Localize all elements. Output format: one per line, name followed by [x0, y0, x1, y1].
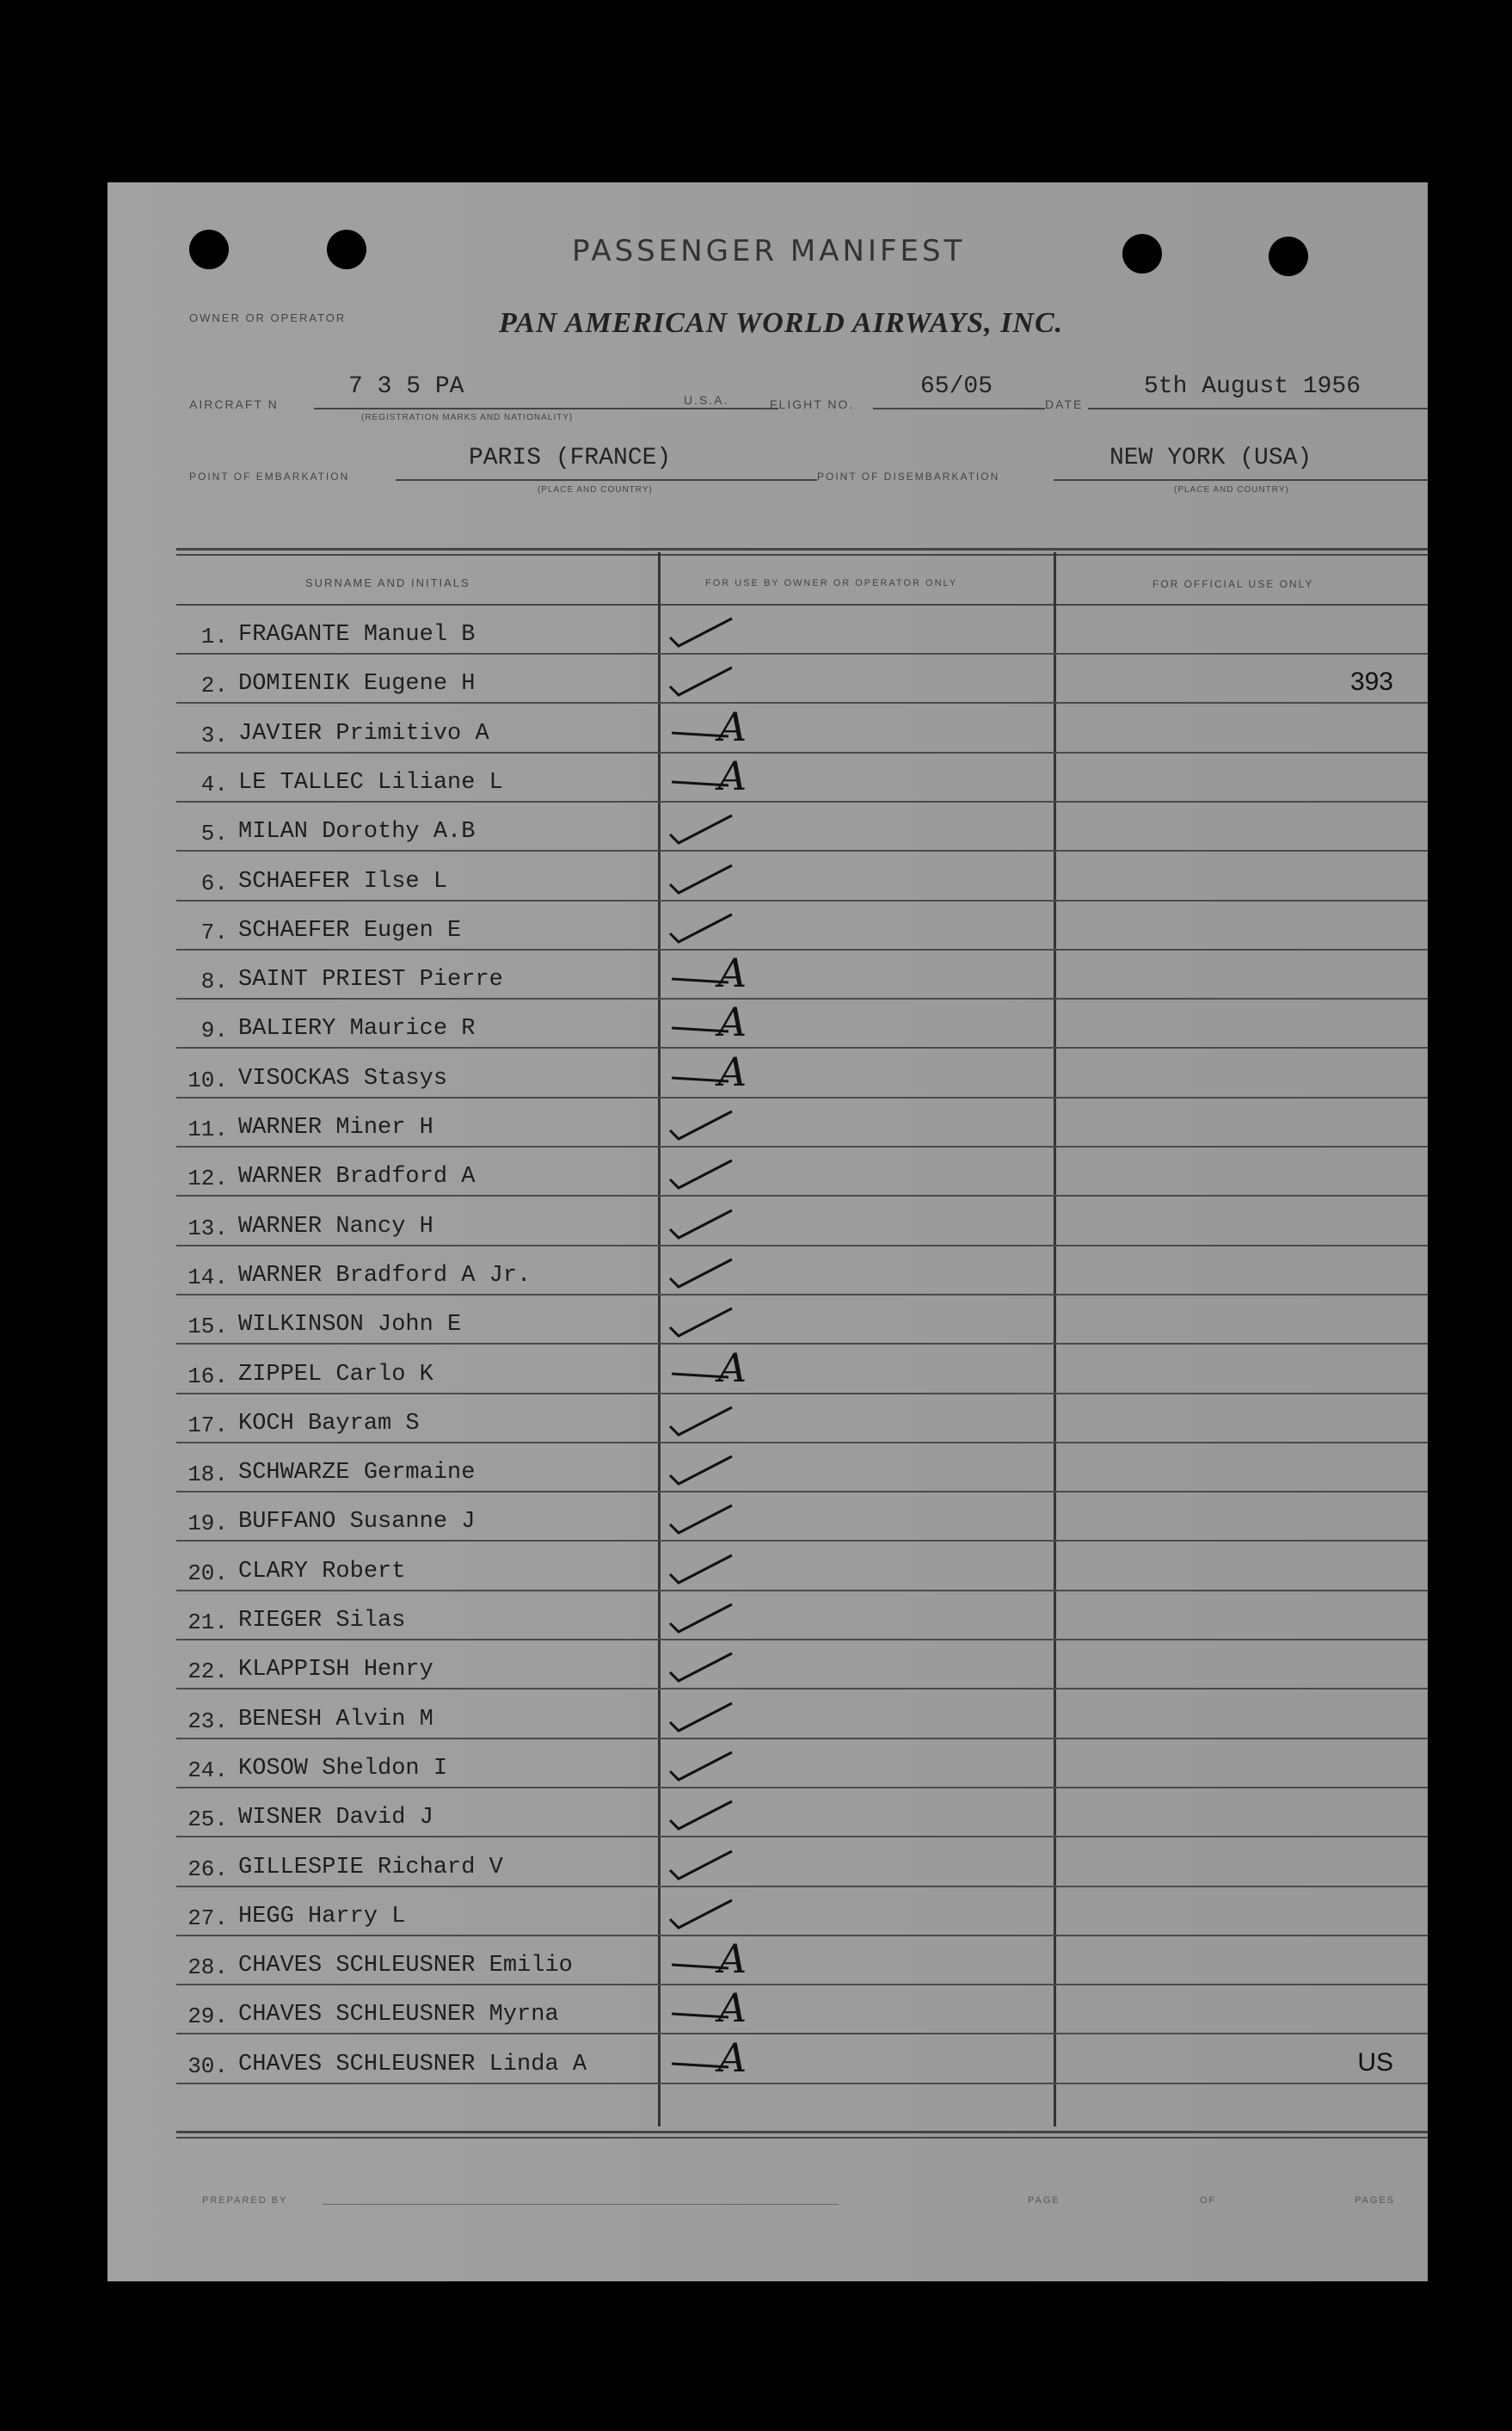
handwritten-mark: A	[718, 1985, 747, 2032]
table-row	[176, 1146, 1428, 1197]
table-row	[176, 998, 1428, 1049]
row-number: 13.	[187, 1215, 228, 1241]
passenger-name: WARNER Nancy H	[238, 1213, 433, 1240]
row-number: 20.	[187, 1560, 228, 1586]
punch-hole	[1269, 237, 1308, 276]
passenger-name: WISNER David J	[238, 1805, 433, 1831]
passenger-name: MILAN Dorothy A.B	[238, 819, 476, 846]
passenger-name: SCHWARZE Germaine	[238, 1460, 476, 1486]
passenger-name: BALIERY Maurice R	[238, 1016, 476, 1043]
row-number: 1.	[200, 624, 228, 649]
place-note: (PLACE AND COUNTRY)	[1174, 485, 1289, 495]
divider	[396, 479, 817, 481]
table-top-rule	[176, 554, 1428, 556]
table-row	[176, 653, 1428, 704]
aircraft-label: AIRCRAFT N	[189, 397, 279, 411]
checkmark-icon	[667, 1601, 735, 1635]
of-label: OF	[1200, 2195, 1217, 2206]
passenger-name: BUFFANO Susanne J	[238, 1509, 476, 1536]
date-value: 5th August 1956	[1144, 373, 1361, 400]
passenger-name: KLAPPISH Henry	[238, 1657, 433, 1683]
checkmark-icon	[667, 1157, 735, 1191]
checkmark-icon	[667, 664, 735, 699]
row-number: 6.	[200, 870, 228, 896]
table-row	[176, 1048, 1428, 1099]
row-number: 19.	[187, 1511, 228, 1537]
table-row	[176, 1837, 1428, 1887]
registration-note: (REGISTRATION MARKS AND NATIONALITY)	[361, 413, 574, 422]
table-row	[176, 1442, 1428, 1492]
passenger-name: SAINT PRIEST Pierre	[238, 967, 503, 994]
table-row	[176, 1590, 1428, 1640]
table-row	[176, 1689, 1428, 1739]
punch-hole	[1122, 234, 1162, 274]
divider	[1088, 408, 1428, 409]
flight-value: 65/05	[920, 373, 993, 400]
checkmark-icon	[667, 911, 735, 945]
table-row	[176, 1886, 1428, 1936]
row-number: 21.	[187, 1609, 228, 1635]
punch-hole	[327, 230, 366, 269]
passenger-name: RIEGER Silas	[238, 1608, 406, 1634]
usa-label: U.S.A.	[684, 393, 729, 407]
checkmark-icon	[667, 862, 735, 896]
passenger-name: WILKINSON John E	[238, 1312, 462, 1339]
table-row	[176, 1245, 1428, 1296]
checkmark-icon	[667, 1108, 735, 1142]
punch-hole	[189, 230, 229, 269]
table-row	[176, 1491, 1428, 1542]
row-number: 18.	[187, 1462, 228, 1488]
table-top-rule	[176, 548, 1428, 551]
row-number: 5.	[200, 821, 228, 847]
checkmark-icon	[667, 1798, 735, 1832]
row-number: 28.	[187, 1954, 228, 1981]
table-bottom-rule	[176, 2137, 1428, 2139]
table-row	[176, 1294, 1428, 1345]
flight-label: FLIGHT NO.	[770, 397, 855, 411]
row-number: 22.	[187, 1659, 228, 1685]
operator-name: PAN AMERICAN WORLD AIRWAYS, INC.	[499, 307, 1064, 339]
manifest-sheet	[108, 182, 1428, 2281]
table-row	[176, 851, 1428, 902]
passenger-name: VISOCKAS Stasys	[238, 1065, 448, 1092]
handwritten-mark: A	[718, 752, 747, 799]
passenger-name: WARNER Bradford A	[238, 1164, 476, 1191]
row-number: 7.	[200, 919, 228, 945]
prepared-by-label: PREPARED BY	[202, 2195, 288, 2206]
row-number: 23.	[187, 1708, 228, 1734]
table-row	[176, 1935, 1428, 1985]
divider	[873, 408, 1045, 409]
row-number: 9.	[200, 1018, 228, 1044]
handwritten-mark: A	[718, 703, 747, 750]
page-label: PAGE	[1028, 2195, 1060, 2206]
passenger-name: GILLESPIE Richard V	[238, 1854, 503, 1880]
official-note: US	[1357, 2047, 1393, 2077]
row-number: 8.	[200, 969, 228, 995]
row-number: 15.	[187, 1314, 228, 1340]
checkmark-icon	[667, 1256, 735, 1290]
table-row	[176, 604, 1428, 655]
disembarkation-label: POINT OF DISEMBARKATION	[817, 471, 1000, 483]
table-row	[176, 949, 1428, 1000]
table-row	[176, 1344, 1428, 1394]
table-row	[176, 1393, 1428, 1443]
passenger-name: KOSOW Sheldon I	[238, 1755, 448, 1782]
passenger-name: CHAVES SCHLEUSNER Linda A	[238, 2051, 587, 2077]
row-number: 16.	[187, 1363, 228, 1389]
checkmark-icon	[667, 1305, 735, 1339]
row-number: 11.	[187, 1117, 228, 1142]
handwritten-mark: A	[718, 1344, 747, 1391]
passenger-name: KOCH Bayram S	[238, 1410, 420, 1437]
checkmark-icon	[667, 615, 735, 649]
row-number: 17.	[187, 1412, 228, 1438]
table-row	[176, 1541, 1428, 1591]
passenger-name: CLARY Robert	[238, 1558, 406, 1585]
passenger-name: ZIPPEL Carlo K	[238, 1361, 433, 1388]
owner-label: OWNER OR OPERATOR	[189, 311, 347, 324]
passenger-name: WARNER Miner H	[238, 1115, 433, 1141]
passenger-name: HEGG Harry L	[238, 1903, 406, 1929]
row-number: 12.	[187, 1166, 228, 1192]
official-note: 393	[1349, 668, 1393, 697]
row-number: 14.	[187, 1264, 228, 1290]
passenger-name: CHAVES SCHLEUSNER Myrna	[238, 2002, 559, 2028]
handwritten-mark: A	[718, 1936, 747, 1983]
handwritten-mark: A	[718, 999, 747, 1046]
handwritten-mark: A	[718, 2034, 747, 2081]
passenger-name: CHAVES SCHLEUSNER Emilio	[238, 1953, 573, 1979]
row-number: 27.	[187, 1905, 228, 1931]
table-row	[176, 1984, 1428, 2034]
table-row	[176, 1196, 1428, 1246]
table-row	[176, 752, 1428, 803]
row-number: 30.	[187, 2053, 228, 2079]
row-number: 2.	[200, 673, 228, 699]
table-row	[176, 801, 1428, 852]
table-row	[176, 900, 1428, 951]
checkmark-icon	[667, 1650, 735, 1684]
table-row	[176, 703, 1428, 754]
checkmark-icon	[667, 1700, 735, 1734]
table-row	[176, 1787, 1428, 1837]
handwritten-mark: A	[718, 1048, 747, 1095]
table-row	[176, 1639, 1428, 1689]
passenger-name: BENESH Alvin M	[238, 1706, 433, 1732]
passenger-name: WARNER Bradford A Jr.	[238, 1262, 532, 1289]
checkmark-icon	[667, 1897, 735, 1931]
column-header-official: FOR OFFICIAL USE ONLY	[1152, 578, 1314, 590]
checkmark-icon	[667, 1749, 735, 1783]
column-header-owner: FOR USE BY OWNER OR OPERATOR ONLY	[705, 578, 958, 588]
handwritten-mark: A	[718, 950, 747, 997]
row-number: 10.	[187, 1067, 228, 1093]
table-bottom-rule	[176, 2131, 1428, 2133]
disembarkation-value: NEW YORK (USA)	[1109, 445, 1312, 471]
column-header-name: SURNAME AND INITIALS	[305, 576, 470, 589]
table-row	[176, 2034, 1428, 2084]
embarkation-value: PARIS (FRANCE)	[469, 445, 672, 471]
row-number: 4.	[200, 771, 228, 797]
embarkation-label: POINT OF EMBARKATION	[189, 471, 350, 483]
passenger-name: JAVIER Primitivo A	[238, 720, 489, 747]
document-title: PASSENGER MANIFEST	[572, 234, 966, 268]
checkmark-icon	[667, 812, 735, 846]
row-number: 26.	[187, 1856, 228, 1882]
divider	[314, 408, 778, 409]
aircraft-value: 7 3 5 PA	[348, 373, 464, 400]
passenger-name: SCHAEFER Eugen E	[238, 917, 462, 944]
checkmark-icon	[667, 1502, 735, 1536]
row-number: 25.	[187, 1806, 228, 1833]
checkmark-icon	[667, 1453, 735, 1487]
passenger-name: SCHAEFER Ilse L	[238, 868, 448, 895]
checkmark-icon	[667, 1207, 735, 1241]
table-row	[176, 1097, 1428, 1148]
date-label: DATE	[1045, 397, 1084, 411]
table-row	[176, 1738, 1428, 1788]
row-number: 29.	[187, 2003, 228, 2030]
divider	[1054, 479, 1428, 481]
row-number: 24.	[187, 1757, 228, 1783]
place-note: (PLACE AND COUNTRY)	[538, 485, 653, 495]
checkmark-icon	[667, 1404, 735, 1438]
row-number: 3.	[200, 722, 228, 748]
checkmark-icon	[667, 1848, 735, 1882]
passenger-name: FRAGANTE Manuel B	[238, 622, 476, 648]
pages-label: PAGES	[1355, 2195, 1396, 2206]
passenger-name: DOMIENIK Eugene H	[238, 671, 476, 698]
checkmark-icon	[667, 1552, 735, 1586]
signature-line	[323, 2204, 839, 2205]
passenger-name: LE TALLEC Liliane L	[238, 769, 503, 796]
